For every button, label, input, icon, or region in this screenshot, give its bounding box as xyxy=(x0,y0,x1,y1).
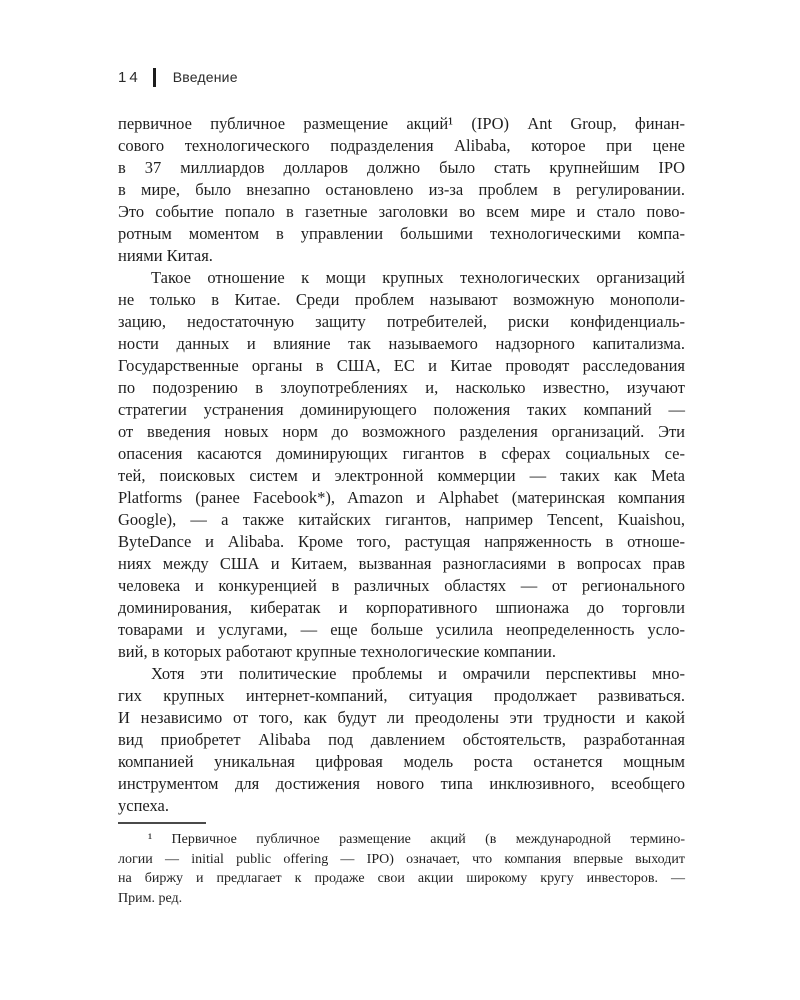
text-line: не только в Китае. Среди проблем называют возможную монополи- xyxy=(118,290,685,309)
text-line: Google), — а также китайских гигантов, например Tencent, Kuaishou, xyxy=(118,510,685,529)
text-line: на биржу и предлагает к продаже свои акции широкому кругу инвесторов. — xyxy=(118,871,685,886)
text-line: тей, поисковых систем и электронной коммерции — таких как Meta xyxy=(118,466,685,485)
text-line: в 37 миллиардов долларов должно было стать крупнейшим IPO xyxy=(118,158,685,177)
text-line: компанией уникальная цифровая модель роста останется мощным xyxy=(118,752,685,771)
header-divider-bar xyxy=(153,68,156,87)
text-line: ности данных и влияние так называемого надзорного капитализма. xyxy=(118,334,685,353)
text-line: первичное публичное размещение акций¹ (IPO) Ant Group, финан- xyxy=(118,114,685,133)
text-line: Хотя эти политические проблемы и омрачили перспективы мно- xyxy=(151,664,685,683)
text-line: инструментом для достижения нового типа инклюзивного, всеобщего xyxy=(118,774,685,793)
section-title: Введение xyxy=(172,69,238,85)
text-line: ByteDance и Alibaba. Кроме того, растущая напряженность в отноше- xyxy=(118,532,685,551)
text-line: успеха. xyxy=(118,796,169,815)
body-text xyxy=(118,113,685,817)
page-header xyxy=(118,66,238,88)
footnote-rule xyxy=(118,822,206,824)
text-line: зацию, недостаточную защиту потребителей, риски конфиденциаль- xyxy=(118,312,685,331)
text-line: человека и конкуренцией в различных областях — от регионального xyxy=(118,576,685,595)
text-line: И независимо от того, как будут ли преодолены эти трудности и какой xyxy=(118,708,685,727)
text-line: сового технологического подразделения Alibaba, которое при цене xyxy=(118,136,685,155)
text-line: стратегии устранения доминирующего положения таких компаний — xyxy=(118,400,685,419)
text-line: опасения касаются доминирующих гигантов в сферах социальных се- xyxy=(118,444,685,463)
text-line: вид приобретет Alibaba под давлением обстоятельств, разработанная xyxy=(118,730,685,749)
text-line: от введения новых норм до возможного разделения организаций. Эти xyxy=(118,422,685,441)
text-line: Это событие попало в газетные заголовки во всем мире и стало пово- xyxy=(118,202,685,221)
text-line: логии — initial public offering — IPO) означает, что компания впервые выходит xyxy=(118,851,685,867)
text-line: вий, в которых работают крупные технологические компании. xyxy=(118,642,556,661)
text-line: товарами и услугами, — еще больше усилила неопределенность усло- xyxy=(118,620,685,639)
text-line: ротным моментом в управлении большими технологическими компа- xyxy=(118,224,685,243)
paragraph xyxy=(118,663,685,817)
text-line: Platforms (ранее Facebook*), Amazon и Alphabet (материнская компания xyxy=(118,488,685,507)
paragraph xyxy=(118,267,685,663)
text-line: Прим. ред. xyxy=(118,890,183,906)
footnote-lines xyxy=(118,830,685,908)
text-line: доминирования, кибератак и корпоративного шпионажа до торговли xyxy=(118,598,685,617)
page-number: 14 xyxy=(118,68,141,86)
footnote xyxy=(118,822,685,908)
text-line: гих крупных интернет-компаний, ситуация продолжает развиваться. xyxy=(118,686,685,705)
text-line: ниями Китая. xyxy=(118,246,213,265)
text-line: Такое отношение к мощи крупных технологических организаций xyxy=(151,268,685,287)
text-line: по подозрению в злоупотреблениях и, насколько известно, изучают xyxy=(118,378,685,397)
text-line: ниях между США и Китаем, вызванная разногласиями в вопросах прав xyxy=(118,554,685,573)
text-line: в мире, было внезапно остановлено из-за проблем в регулировании. xyxy=(118,180,685,199)
text-line: Государственные органы в США, ЕС и Китае проводят расследования xyxy=(118,356,685,375)
paragraph xyxy=(118,113,685,267)
text-line: ¹ Первичное публичное размещение акций (в международной термино- xyxy=(148,832,685,847)
